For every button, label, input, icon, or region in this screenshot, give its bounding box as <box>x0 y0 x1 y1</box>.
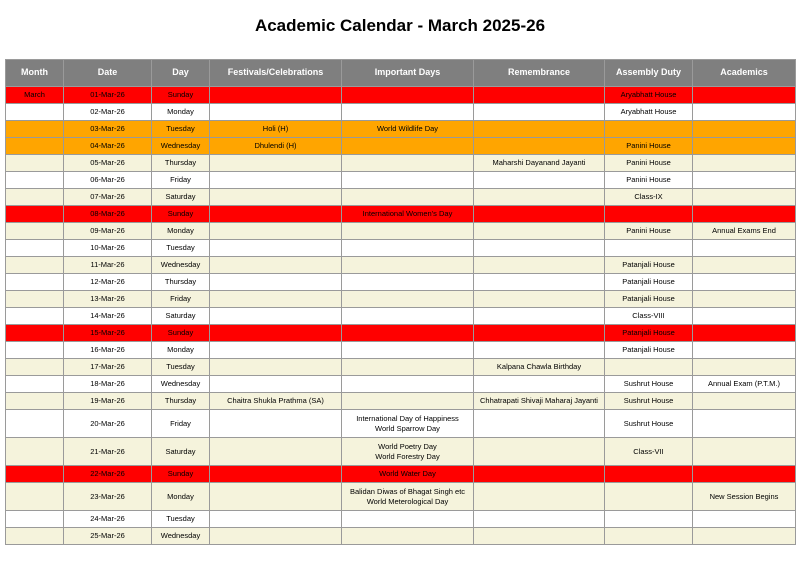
day-cell: Thursday <box>152 274 210 291</box>
day-cell: Tuesday <box>152 511 210 528</box>
important-day-line: International Women's Day <box>362 209 453 218</box>
month-cell <box>6 189 64 206</box>
academics-cell <box>693 240 796 257</box>
month-cell <box>6 223 64 240</box>
important-days-cell <box>342 223 474 240</box>
festival-cell <box>210 438 342 466</box>
table-row <box>6 325 796 342</box>
remembrance-cell <box>474 511 605 528</box>
day-cell: Friday <box>152 410 210 438</box>
remembrance-cell <box>474 466 605 483</box>
date-cell: 23-Mar-26 <box>64 483 152 511</box>
month-cell <box>6 138 64 155</box>
day-cell: Tuesday <box>152 359 210 376</box>
date-cell: 06-Mar-26 <box>64 172 152 189</box>
important-day-line: World Water Day <box>379 469 436 478</box>
important-days-cell <box>342 291 474 308</box>
day-cell: Friday <box>152 291 210 308</box>
date-cell: 19-Mar-26 <box>64 393 152 410</box>
academics-cell <box>693 438 796 466</box>
month-cell <box>6 410 64 438</box>
table-row <box>6 410 796 438</box>
important-days-cell <box>342 376 474 393</box>
table-row <box>6 104 796 121</box>
academics-cell <box>693 528 796 545</box>
month-cell <box>6 240 64 257</box>
table-row <box>6 257 796 274</box>
festival-cell <box>210 291 342 308</box>
festival-cell <box>210 155 342 172</box>
academics-cell <box>693 325 796 342</box>
assembly-duty-cell <box>605 483 693 511</box>
table-row <box>6 511 796 528</box>
date-cell: 25-Mar-26 <box>64 528 152 545</box>
assembly-duty-cell: Panini House <box>605 155 693 172</box>
date-cell: 09-Mar-26 <box>64 223 152 240</box>
day-cell: Monday <box>152 483 210 511</box>
assembly-duty-cell <box>605 206 693 223</box>
table-row <box>6 206 796 223</box>
remembrance-cell: Maharshi Dayanand Jayanti <box>474 155 605 172</box>
important-days-cell <box>342 359 474 376</box>
important-day-line: International Day of Happiness <box>356 413 459 423</box>
date-cell: 24-Mar-26 <box>64 511 152 528</box>
month-cell: March <box>6 87 64 104</box>
month-cell <box>6 325 64 342</box>
remembrance-cell <box>474 172 605 189</box>
academics-cell <box>693 87 796 104</box>
table-row <box>6 342 796 359</box>
festival-cell <box>210 511 342 528</box>
day-cell: Saturday <box>152 438 210 466</box>
table-row <box>6 189 796 206</box>
column-header: Academics <box>693 60 796 87</box>
table-row <box>6 528 796 545</box>
date-cell: 22-Mar-26 <box>64 466 152 483</box>
table-row <box>6 308 796 325</box>
assembly-duty-cell: Aryabhatt House <box>605 104 693 121</box>
important-days-cell <box>342 410 474 438</box>
table-row <box>6 438 796 466</box>
column-header: Date <box>64 60 152 87</box>
assembly-duty-cell: Sushrut House <box>605 410 693 438</box>
month-cell <box>6 308 64 325</box>
table-row <box>6 466 796 483</box>
table-row <box>6 240 796 257</box>
academics-cell <box>693 466 796 483</box>
remembrance-cell: Kalpana Chawla Birthday <box>474 359 605 376</box>
table-row <box>6 138 796 155</box>
date-cell: 02-Mar-26 <box>64 104 152 121</box>
important-days-cell <box>342 240 474 257</box>
festival-cell <box>210 104 342 121</box>
remembrance-cell <box>474 138 605 155</box>
day-cell: Thursday <box>152 155 210 172</box>
academics-cell <box>693 138 796 155</box>
day-cell: Friday <box>152 172 210 189</box>
day-cell: Wednesday <box>152 528 210 545</box>
assembly-duty-cell: Panini House <box>605 138 693 155</box>
month-cell <box>6 393 64 410</box>
assembly-duty-cell: Class-VIII <box>605 308 693 325</box>
column-header: Important Days <box>342 60 474 87</box>
table-header <box>6 60 796 87</box>
column-header: Remembrance <box>474 60 605 87</box>
remembrance-cell <box>474 240 605 257</box>
month-cell <box>6 257 64 274</box>
column-header: Assembly Duty <box>605 60 693 87</box>
academics-cell <box>693 104 796 121</box>
academics-cell: Annual Exams End <box>693 223 796 240</box>
academics-cell: Annual Exam (P.T.M.) <box>693 376 796 393</box>
academics-cell <box>693 257 796 274</box>
assembly-duty-cell: Sushrut House <box>605 376 693 393</box>
academics-cell <box>693 172 796 189</box>
date-cell: 12-Mar-26 <box>64 274 152 291</box>
important-days-cell <box>342 342 474 359</box>
calendar-table <box>5 59 796 545</box>
academics-cell <box>693 359 796 376</box>
important-days-cell <box>342 308 474 325</box>
important-day-line: World Poetry Day <box>378 441 437 451</box>
academics-cell <box>693 206 796 223</box>
assembly-duty-cell: Class-IX <box>605 189 693 206</box>
festival-cell <box>210 206 342 223</box>
important-days-cell <box>342 121 474 138</box>
academics-cell <box>693 308 796 325</box>
remembrance-cell <box>474 87 605 104</box>
remembrance-cell <box>474 325 605 342</box>
important-days-cell <box>342 87 474 104</box>
important-days-cell <box>342 104 474 121</box>
important-days-cell <box>342 274 474 291</box>
important-day-line: World Meterological Day <box>366 496 449 506</box>
important-day-line: World Sparrow Day <box>375 423 440 433</box>
assembly-duty-cell: Sushrut House <box>605 393 693 410</box>
day-cell: Thursday <box>152 393 210 410</box>
date-cell: 03-Mar-26 <box>64 121 152 138</box>
month-cell <box>6 483 64 511</box>
day-cell: Sunday <box>152 206 210 223</box>
date-cell: 10-Mar-26 <box>64 240 152 257</box>
important-days-cell <box>342 393 474 410</box>
important-days-cell <box>342 466 474 483</box>
important-day-line: World Forestry Day <box>375 451 440 461</box>
important-days-cell <box>342 483 474 511</box>
column-header: Month <box>6 60 64 87</box>
table-row <box>6 172 796 189</box>
header-row <box>6 60 796 87</box>
assembly-duty-cell <box>605 528 693 545</box>
assembly-duty-cell <box>605 359 693 376</box>
festival-cell <box>210 528 342 545</box>
academics-cell <box>693 511 796 528</box>
assembly-duty-cell: Patanjali House <box>605 257 693 274</box>
festival-cell: Holi (H) <box>210 121 342 138</box>
festival-cell <box>210 189 342 206</box>
remembrance-cell <box>474 121 605 138</box>
remembrance-cell <box>474 342 605 359</box>
month-cell <box>6 121 64 138</box>
date-cell: 21-Mar-26 <box>64 438 152 466</box>
date-cell: 01-Mar-26 <box>64 87 152 104</box>
date-cell: 16-Mar-26 <box>64 342 152 359</box>
remembrance-cell <box>474 104 605 121</box>
festival-cell <box>210 376 342 393</box>
remembrance-cell <box>474 223 605 240</box>
remembrance-cell <box>474 438 605 466</box>
academics-cell <box>693 410 796 438</box>
important-days-cell <box>342 138 474 155</box>
festival-cell <box>210 240 342 257</box>
table-row <box>6 393 796 410</box>
important-day-line: World Wildlife Day <box>376 124 439 133</box>
festival-cell <box>210 410 342 438</box>
day-cell: Monday <box>152 104 210 121</box>
column-header: Day <box>152 60 210 87</box>
day-cell: Monday <box>152 223 210 240</box>
assembly-duty-cell: Aryabhatt House <box>605 87 693 104</box>
important-days-cell <box>342 189 474 206</box>
remembrance-cell <box>474 410 605 438</box>
festival-cell: Dhulendi (H) <box>210 138 342 155</box>
day-cell: Monday <box>152 342 210 359</box>
assembly-duty-cell <box>605 466 693 483</box>
assembly-duty-cell <box>605 511 693 528</box>
important-days-cell <box>342 155 474 172</box>
academics-cell <box>693 342 796 359</box>
assembly-duty-cell: Panini House <box>605 172 693 189</box>
festival-cell <box>210 274 342 291</box>
page-title: Academic Calendar - March 2025-26 <box>254 16 546 35</box>
day-cell: Saturday <box>152 308 210 325</box>
festival-cell <box>210 87 342 104</box>
academics-cell <box>693 189 796 206</box>
date-cell: 18-Mar-26 <box>64 376 152 393</box>
day-cell: Wednesday <box>152 376 210 393</box>
date-cell: 17-Mar-26 <box>64 359 152 376</box>
month-cell <box>6 274 64 291</box>
important-days-cell <box>342 325 474 342</box>
table-row <box>6 155 796 172</box>
day-cell: Sunday <box>152 87 210 104</box>
assembly-duty-cell: Class-VII <box>605 438 693 466</box>
assembly-duty-cell: Patanjali House <box>605 325 693 342</box>
day-cell: Wednesday <box>152 257 210 274</box>
month-cell <box>6 376 64 393</box>
column-header: Festivals/Celebrations <box>210 60 342 87</box>
table-row <box>6 223 796 240</box>
important-days-cell <box>342 511 474 528</box>
assembly-duty-cell <box>605 240 693 257</box>
academics-cell <box>693 291 796 308</box>
remembrance-cell <box>474 528 605 545</box>
remembrance-cell <box>474 483 605 511</box>
month-cell <box>6 206 64 223</box>
academics-cell <box>693 121 796 138</box>
festival-cell <box>210 308 342 325</box>
remembrance-cell <box>474 274 605 291</box>
festival-cell <box>210 466 342 483</box>
table-row <box>6 376 796 393</box>
important-day-line: Balidan Diwas of Bhagat Singh etc <box>349 486 466 496</box>
important-days-cell <box>342 438 474 466</box>
month-cell <box>6 466 64 483</box>
day-cell: Saturday <box>152 189 210 206</box>
remembrance-cell <box>474 291 605 308</box>
month-cell <box>6 359 64 376</box>
date-cell: 13-Mar-26 <box>64 291 152 308</box>
festival-cell <box>210 359 342 376</box>
remembrance-cell <box>474 206 605 223</box>
date-cell: 14-Mar-26 <box>64 308 152 325</box>
table-row <box>6 291 796 308</box>
day-cell: Tuesday <box>152 240 210 257</box>
date-cell: 07-Mar-26 <box>64 189 152 206</box>
month-cell <box>6 104 64 121</box>
date-cell: 08-Mar-26 <box>64 206 152 223</box>
month-cell <box>6 342 64 359</box>
remembrance-cell <box>474 308 605 325</box>
festival-cell <box>210 483 342 511</box>
festival-cell <box>210 325 342 342</box>
remembrance-cell <box>474 257 605 274</box>
table-row <box>6 87 796 104</box>
festival-cell <box>210 223 342 240</box>
festival-cell <box>210 257 342 274</box>
remembrance-cell: Chhatrapati Shivaji Maharaj Jayanti <box>474 393 605 410</box>
assembly-duty-cell <box>605 121 693 138</box>
month-cell <box>6 172 64 189</box>
month-cell <box>6 528 64 545</box>
assembly-duty-cell: Panini House <box>605 223 693 240</box>
important-days-cell <box>342 257 474 274</box>
date-cell: 20-Mar-26 <box>64 410 152 438</box>
academics-cell <box>693 274 796 291</box>
festival-cell <box>210 172 342 189</box>
assembly-duty-cell: Patanjali House <box>605 342 693 359</box>
important-days-cell <box>342 528 474 545</box>
assembly-duty-cell: Patanjali House <box>605 274 693 291</box>
date-cell: 11-Mar-26 <box>64 257 152 274</box>
day-cell: Wednesday <box>152 138 210 155</box>
day-cell: Sunday <box>152 466 210 483</box>
month-cell <box>6 155 64 172</box>
month-cell <box>6 291 64 308</box>
remembrance-cell <box>474 376 605 393</box>
academics-cell <box>693 393 796 410</box>
date-cell: 04-Mar-26 <box>64 138 152 155</box>
table-row <box>6 359 796 376</box>
important-days-cell <box>342 172 474 189</box>
remembrance-cell <box>474 189 605 206</box>
date-cell: 05-Mar-26 <box>64 155 152 172</box>
day-cell: Tuesday <box>152 121 210 138</box>
table-row <box>6 274 796 291</box>
table-row <box>6 121 796 138</box>
festival-cell <box>210 342 342 359</box>
table-body <box>6 87 796 545</box>
festival-cell: Chaitra Shukla Prathma (SA) <box>210 393 342 410</box>
month-cell <box>6 511 64 528</box>
academics-cell: New Session Begins <box>693 483 796 511</box>
day-cell: Sunday <box>152 325 210 342</box>
date-cell: 15-Mar-26 <box>64 325 152 342</box>
assembly-duty-cell: Patanjali House <box>605 291 693 308</box>
important-days-cell <box>342 206 474 223</box>
table-row <box>6 483 796 511</box>
month-cell <box>6 438 64 466</box>
academics-cell <box>693 155 796 172</box>
